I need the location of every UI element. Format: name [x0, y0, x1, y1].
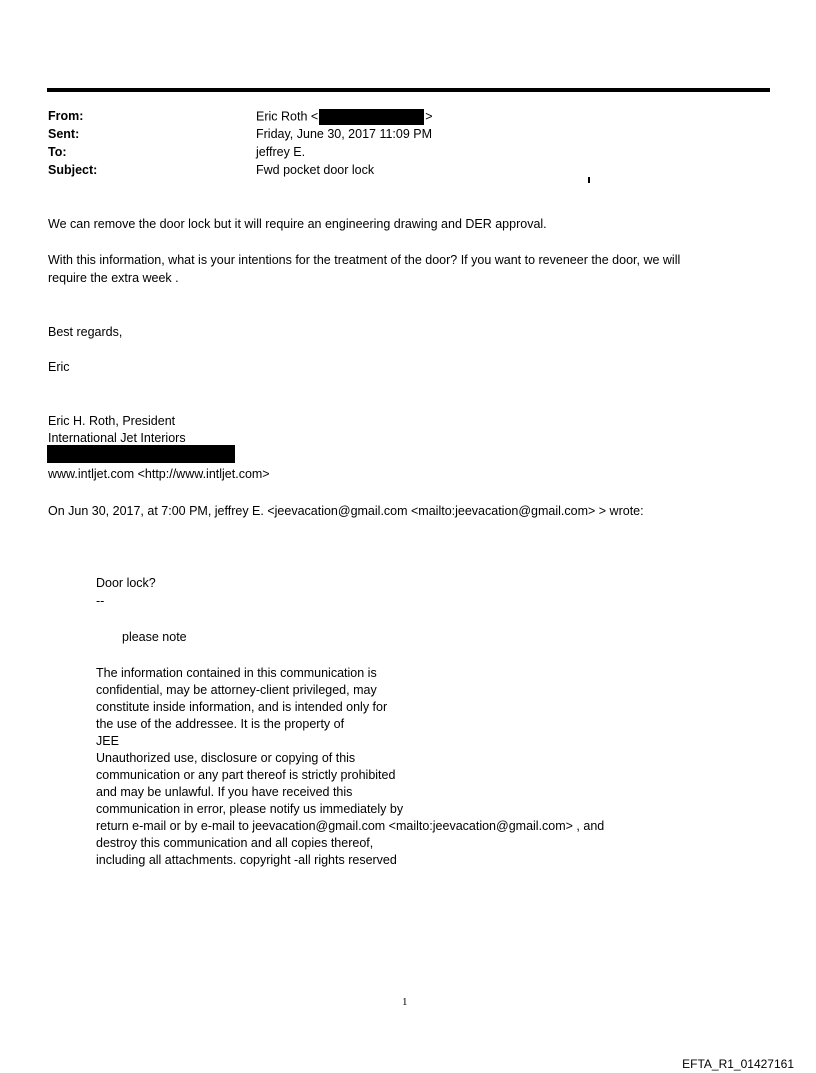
quoted-dashes: -- — [96, 594, 105, 608]
body-paragraph-2-line-2: require the extra week . — [48, 271, 179, 285]
from-value — [256, 109, 433, 125]
regards: Best regards, — [48, 325, 123, 339]
quote-header: On Jun 30, 2017, at 7:00 PM, jeffrey E. <jeevacation@gmail.com <mailto:jeevacation@gmail.com> > wrote: — [48, 504, 644, 518]
subject-label: Subject: — [48, 163, 98, 177]
to-value: jeffrey E. — [256, 145, 306, 159]
notice-line: Unauthorized use, disclosure or copying of this — [96, 751, 356, 765]
page-number: 1 — [402, 996, 408, 1008]
from-close: > — [425, 109, 433, 124]
website: www.intljet.com <http://www.intljet.com> — [48, 467, 270, 481]
notice-line: constitute inside information, and is intended only for — [96, 700, 388, 714]
notice-line: The information contained in this communication is — [96, 666, 377, 680]
sent-value: Friday, June 30, 2017 11:09 PM — [256, 127, 433, 141]
please-note: please note — [122, 630, 187, 644]
document-id: EFTA_R1_01427161 — [682, 1057, 794, 1071]
redaction-box — [319, 109, 424, 125]
notice-line: and may be unlawful. If you have received this — [96, 785, 353, 799]
header-rule — [47, 88, 770, 92]
notice-line: communication in error, please notify us immediately by — [96, 802, 404, 816]
notice-line: JEE — [96, 734, 119, 748]
signature-company: International Jet Interiors — [48, 431, 186, 445]
notice-line: destroy this communication and all copies thereof, — [96, 836, 374, 850]
to-label: To: — [48, 145, 67, 159]
notice-line: communication or any part thereof is strictly prohibited — [96, 768, 396, 782]
from-label: From: — [48, 109, 84, 123]
notice-line: the use of the addressee. It is the property of — [96, 717, 345, 731]
redaction-box — [47, 445, 235, 463]
notice-line: confidential, may be attorney-client privileged, may — [96, 683, 377, 697]
from-name: Eric Roth < — [256, 109, 319, 124]
signoff: Eric — [48, 360, 70, 374]
confidentiality-notice — [96, 665, 604, 869]
notice-line: including all attachments. copyright -all rights reserved — [96, 853, 397, 867]
sent-label: Sent: — [48, 127, 80, 141]
signature-name: Eric H. Roth, President — [48, 414, 176, 428]
notice-line: return e-mail or by e-mail to jeevacation@gmail.com <mailto:jeevacation@gmail.com> , and — [96, 819, 605, 833]
body-paragraph-1: We can remove the door lock but it will require an engineering drawing and DER approval. — [48, 217, 547, 231]
subject-value: Fwd pocket door lock — [256, 163, 375, 177]
quoted-question: Door lock? — [96, 576, 156, 590]
body-paragraph-2-line-1: With this information, what is your intentions for the treatment of the door? If you want to reveneer the door, we will — [48, 253, 681, 267]
stray-mark — [588, 177, 590, 183]
